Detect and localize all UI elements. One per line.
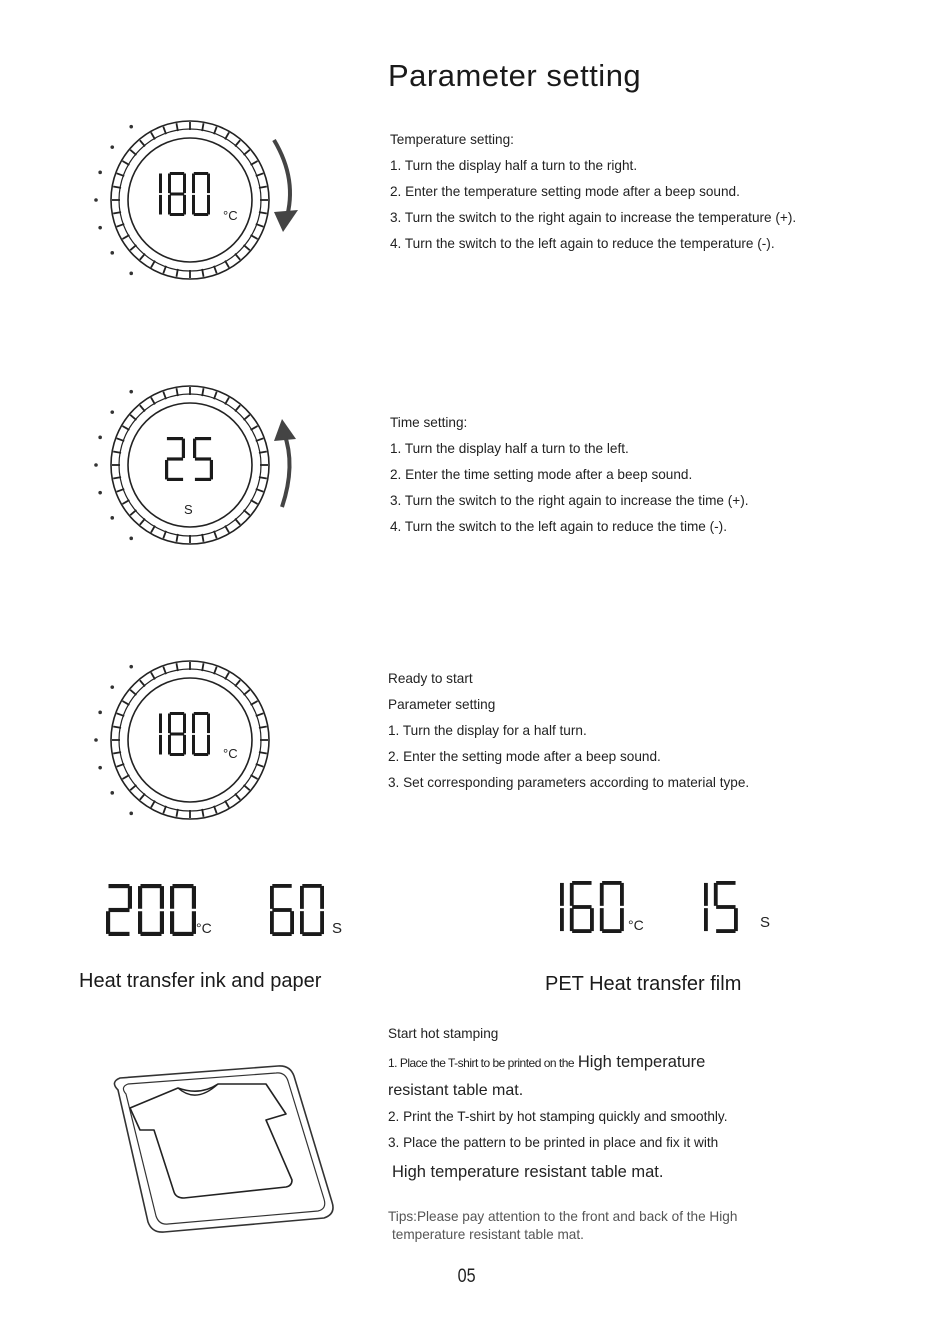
preset-ink-paper-time-unit: S — [332, 920, 343, 937]
dial-tick — [117, 713, 125, 716]
lcd-segment — [168, 714, 171, 734]
dial-tick — [151, 397, 155, 404]
lcd-segment — [194, 712, 208, 715]
dial-tick — [151, 132, 155, 139]
dial-tick — [130, 510, 136, 515]
lcd-segment — [600, 883, 604, 906]
lcd-segment — [168, 195, 171, 215]
lcd-segment — [716, 905, 735, 909]
lcd-segment — [194, 213, 208, 216]
time-dial-illustration — [80, 383, 310, 548]
lcd-segment — [170, 911, 174, 934]
dial-dot — [129, 537, 133, 541]
dial-tick — [130, 415, 136, 420]
time-heading: Time setting: — [390, 415, 468, 430]
lcd-segment — [302, 884, 321, 888]
temperature-lcd-unit: °C — [223, 208, 238, 223]
lcd-segment — [572, 881, 591, 885]
lcd-segment — [170, 172, 184, 175]
dial-tick — [140, 140, 145, 146]
dial-tick — [235, 794, 240, 800]
dial-tick — [251, 701, 258, 705]
lcd-segment — [195, 457, 211, 460]
dial-tick — [256, 764, 264, 767]
dial-tick — [235, 519, 240, 525]
temperature-heading: Temperature setting: — [390, 132, 514, 147]
preset-pet-film-caption: PET Heat transfer film — [545, 973, 742, 995]
dial-tick — [251, 775, 258, 779]
dial-tick — [122, 161, 129, 165]
stamping-step1-b: High temperature — [577, 1053, 706, 1071]
dial-dot — [110, 516, 114, 520]
preset-pet-film-temp-digits — [560, 881, 624, 933]
lcd-segment — [108, 884, 129, 888]
lcd-segment — [560, 883, 564, 906]
lcd-segment — [734, 908, 738, 931]
lcd-segment — [300, 886, 304, 909]
dial-dot — [110, 685, 114, 689]
time-step: 2. Enter the time setting mode after a beep sound. — [390, 467, 693, 482]
dial-tick — [235, 680, 240, 686]
tips-line: temperature resistant table mat. — [392, 1227, 584, 1242]
lcd-segment — [170, 712, 184, 715]
lcd-segment — [168, 174, 171, 194]
dial-tick — [244, 245, 250, 250]
lcd-segment — [600, 908, 604, 931]
dial-tick — [130, 785, 136, 790]
lcd-segment — [272, 932, 291, 936]
dial-tick — [235, 405, 240, 411]
lcd-segment — [570, 883, 574, 906]
dial-tick — [117, 764, 125, 767]
dial-tick — [214, 127, 217, 135]
dial-tick — [235, 140, 240, 146]
lcd-segment — [572, 905, 591, 909]
lcd-segment — [172, 932, 193, 936]
preset-pet-film-time-unit: S — [760, 914, 771, 931]
lcd-segment — [302, 932, 321, 936]
lcd-segment — [128, 886, 132, 909]
dial-tick — [163, 127, 166, 135]
dial-tick — [256, 713, 264, 716]
dial-tick — [225, 526, 229, 533]
lcd-segment — [106, 911, 110, 934]
dial-tick — [251, 235, 258, 239]
lcd-segment — [320, 911, 324, 934]
dial-dot — [98, 766, 102, 770]
dial-tick — [244, 150, 250, 155]
dial-tick — [256, 224, 264, 227]
lcd-segment — [183, 714, 186, 734]
arrow-head-icon — [274, 210, 298, 232]
dial-tick — [163, 806, 166, 814]
lcd-segment — [170, 886, 174, 909]
lcd-segment — [272, 908, 291, 912]
page-title: Parameter setting — [388, 58, 642, 93]
dial-tick — [122, 426, 129, 430]
dial-tick — [225, 672, 229, 679]
lcd-segment — [170, 193, 184, 196]
lcd-segment — [572, 929, 591, 933]
temperature-dial-illustration — [80, 118, 310, 283]
time-step: 3. Turn the switch to the right again to increase the time (+). — [390, 493, 749, 508]
lcd-segment — [620, 908, 624, 931]
dial-tick — [214, 806, 217, 814]
dial-dot — [98, 711, 102, 715]
dial-tick — [130, 690, 136, 695]
dial-dot — [110, 791, 114, 795]
time-lcd-digits — [165, 437, 213, 481]
dial-dot — [110, 251, 114, 255]
dial-dot — [129, 812, 133, 816]
dial-tick — [122, 701, 129, 705]
ready-step: 3. Set corresponding parameters according to material type. — [388, 775, 750, 790]
dial-tick — [244, 510, 250, 515]
lcd-segment — [207, 735, 210, 755]
lcd-segment — [704, 883, 708, 906]
lcd-segment — [194, 172, 208, 175]
temperature-step: 4. Turn the switch to the left again to reduce the temperature (-). — [390, 236, 775, 251]
lcd-segment — [160, 886, 164, 909]
lcd-segment — [716, 881, 735, 885]
dial-tick — [163, 667, 166, 675]
dial-tick — [151, 261, 155, 268]
dial-dot — [98, 436, 102, 440]
dial-tick — [117, 438, 125, 441]
lcd-segment — [192, 195, 195, 215]
preset-ink-paper-time-digits — [270, 884, 324, 936]
dial-dot — [98, 171, 102, 175]
preset-pet-film-temp-unit: °C — [628, 917, 644, 933]
stamping-step3-a: 3. Place the pattern to be printed in place and fix it with — [388, 1135, 719, 1150]
tips-note — [388, 1208, 737, 1244]
dial-tick — [244, 785, 250, 790]
lcd-segment — [167, 478, 183, 481]
dial-tick — [225, 132, 229, 139]
lcd-segment — [714, 883, 718, 906]
temperature-step: 1. Turn the display half a turn to the right. — [390, 158, 638, 173]
dial-dot — [129, 390, 133, 394]
lcd-segment — [170, 733, 184, 736]
lcd-segment — [192, 886, 196, 909]
lcd-segment — [704, 908, 708, 931]
dial-tick — [214, 531, 217, 539]
lcd-segment — [210, 460, 213, 479]
dial-tick — [117, 173, 125, 176]
temperature-step: 3. Turn the switch to the right again to increase the temperature (+). — [390, 210, 797, 225]
lcd-segment — [159, 174, 162, 194]
dial-tick — [151, 801, 155, 808]
temperature-lcd-digits — [159, 172, 210, 216]
dial-tick — [214, 667, 217, 675]
ready-subheading: Parameter setting — [388, 697, 496, 712]
ready-lcd-digits — [159, 712, 210, 756]
dial-tick — [163, 531, 166, 539]
lcd-segment — [193, 439, 196, 458]
lcd-segment — [167, 457, 183, 460]
tshirt-on-mat-illustration — [100, 1062, 340, 1237]
dial-tick — [130, 245, 136, 250]
dial-tick — [117, 489, 125, 492]
dial-dot — [110, 145, 114, 149]
lcd-segment — [140, 884, 161, 888]
dial-tick — [251, 500, 258, 504]
dial-tick — [256, 489, 264, 492]
stamping-step1-c: resistant table mat. — [388, 1082, 524, 1099]
lcd-segment — [195, 437, 211, 440]
lcd-segment — [194, 753, 208, 756]
lcd-segment — [183, 735, 186, 755]
lcd-segment — [207, 195, 210, 215]
temperature-setting-section — [390, 127, 796, 257]
preset-ink-paper-caption: Heat transfer ink and paper — [79, 970, 322, 992]
time-setting-section — [390, 410, 749, 540]
dial-tick — [122, 500, 129, 504]
dial-tick — [140, 405, 145, 411]
dial-tick — [151, 672, 155, 679]
lcd-segment — [160, 911, 164, 934]
lcd-segment — [290, 911, 294, 934]
dial-tick — [251, 161, 258, 165]
dial-dot — [129, 125, 133, 129]
ready-lcd-unit: °C — [223, 746, 238, 761]
lcd-segment — [195, 478, 211, 481]
lcd-segment — [192, 714, 195, 734]
preset-pet-film-time-digits — [704, 881, 738, 933]
dial-tick — [140, 254, 145, 260]
dial-tick — [225, 261, 229, 268]
lcd-segment — [138, 911, 142, 934]
stamping-heading: Start hot stamping — [388, 1026, 499, 1041]
preset-ink-paper-temp-unit: °C — [196, 920, 212, 936]
ready-step: 1. Turn the display for a half turn. — [388, 723, 587, 738]
dial-tick — [163, 392, 166, 400]
lcd-segment — [165, 460, 168, 479]
lcd-segment — [270, 886, 274, 909]
time-lcd-unit: S — [184, 502, 193, 517]
lcd-segment — [207, 714, 210, 734]
dial-tick — [140, 519, 145, 525]
lcd-segment — [108, 932, 129, 936]
lcd-segment — [159, 195, 162, 215]
dial-dot — [94, 198, 98, 202]
rotate-right-arrow-icon — [274, 140, 290, 220]
tips-line: Tips:Please pay attention to the front and back of the High — [388, 1209, 738, 1224]
lcd-segment — [590, 908, 594, 931]
time-step: 4. Turn the switch to the left again to reduce the time (-). — [390, 519, 727, 534]
dial-tick — [225, 801, 229, 808]
lcd-segment — [182, 439, 185, 458]
dial-tick — [244, 415, 250, 420]
ready-step: 2. Enter the setting mode after a beep sound. — [388, 749, 661, 764]
lcd-segment — [602, 881, 621, 885]
stamping-step1-a: 1. Place the T-shirt to be printed on the — [388, 1056, 575, 1070]
dial-tick — [256, 173, 264, 176]
dial-tick — [122, 235, 129, 239]
temperature-step: 2. Enter the temperature setting mode after a beep sound. — [390, 184, 740, 199]
lcd-segment — [570, 908, 574, 931]
lcd-segment — [716, 929, 735, 933]
dial-dot — [98, 226, 102, 230]
stamping-step3-b: High temperature resistant table mat. — [392, 1163, 664, 1181]
preset-ink-paper-display — [100, 878, 380, 948]
lcd-segment — [602, 929, 621, 933]
dial-tick — [251, 426, 258, 430]
lcd-segment — [159, 714, 162, 734]
lcd-segment — [140, 932, 161, 936]
lcd-segment — [183, 174, 186, 194]
dial-tick — [214, 392, 217, 400]
dial-tick — [225, 397, 229, 404]
lcd-segment — [192, 735, 195, 755]
dial-tick — [256, 438, 264, 441]
preset-pet-film-display — [552, 875, 802, 945]
lcd-segment — [167, 437, 183, 440]
dial-tick — [140, 794, 145, 800]
lcd-segment — [620, 883, 624, 906]
dial-dot — [94, 463, 98, 467]
lcd-segment — [272, 884, 291, 888]
rotate-left-arrow-icon — [282, 433, 290, 507]
dial-tick — [214, 266, 217, 274]
dial-dot — [98, 491, 102, 495]
dial-tick — [130, 150, 136, 155]
lcd-segment — [108, 908, 129, 912]
page-number: 05 — [457, 1266, 476, 1287]
hot-stamping-section — [388, 1021, 728, 1188]
dial-tick — [140, 680, 145, 686]
preset-ink-paper-temp-digits — [106, 884, 196, 936]
ready-dial-illustration — [80, 660, 310, 825]
arrow-head-icon — [274, 419, 296, 441]
lcd-segment — [170, 753, 184, 756]
dial-tick — [235, 254, 240, 260]
dial-tick — [151, 526, 155, 533]
dial-tick — [117, 224, 125, 227]
stamping-step2: 2. Print the T-shirt by hot stamping quickly and smoothly. — [388, 1109, 728, 1124]
dial-tick — [163, 266, 166, 274]
dial-tick — [122, 775, 129, 779]
lcd-segment — [138, 886, 142, 909]
lcd-segment — [172, 884, 193, 888]
lcd-segment — [320, 886, 324, 909]
lcd-segment — [183, 195, 186, 215]
dial-dot — [110, 410, 114, 414]
lcd-segment — [300, 911, 304, 934]
lcd-segment — [159, 735, 162, 755]
lcd-segment — [560, 908, 564, 931]
time-step: 1. Turn the display half a turn to the left. — [390, 441, 629, 456]
lcd-segment — [170, 213, 184, 216]
dial-tick — [244, 690, 250, 695]
dial-dot — [94, 738, 98, 742]
dial-dot — [129, 665, 133, 669]
lcd-segment — [192, 174, 195, 194]
ready-section — [388, 666, 749, 796]
dial-dot — [129, 272, 133, 276]
lcd-segment — [270, 911, 274, 934]
ready-heading: Ready to start — [388, 671, 473, 686]
lcd-segment — [168, 735, 171, 755]
lcd-segment — [207, 174, 210, 194]
